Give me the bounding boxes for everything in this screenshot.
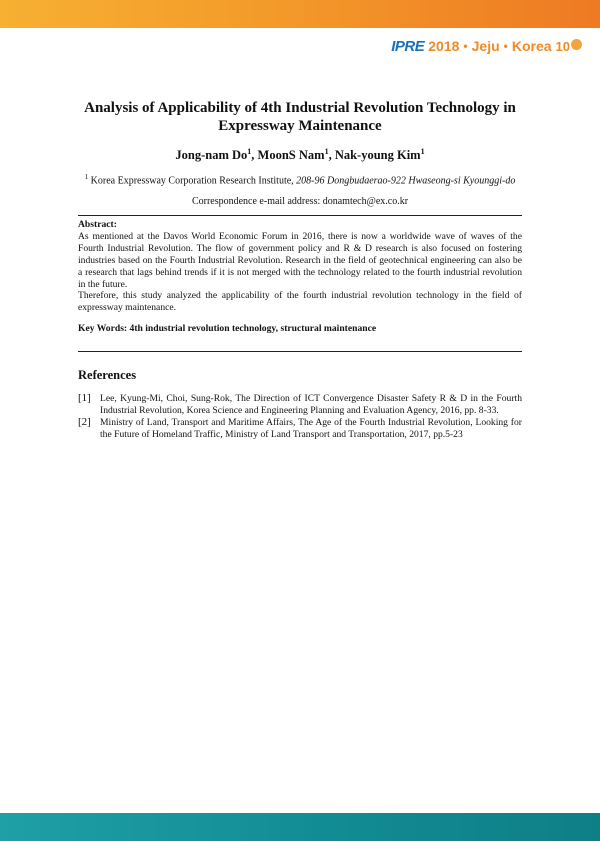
correspondence-email: Correspondence e-mail address: donamtech@ex.co.kr — [191, 196, 409, 207]
author-name: Jong-nam Do — [175, 148, 248, 163]
separator-dot: • — [463, 39, 468, 53]
abstract — [78, 219, 522, 314]
reference-item: [1] Lee, Kyung-Mi, Choi, Sung-Rok, The Direction of ICT Convergence Disaster Safety R & D in the Fourth Industrial Revolution, Korea Science and Engineering Planning and Evaluation Agency, 2016, pp. 8-33. — [78, 392, 522, 416]
affiliation: $^1$ Korea Expressway Corporation Research Institute, 208-96 Dongbudaerao-922 Hwaseong-si Kyounggi-do — [84, 173, 516, 187]
abstract-paragraph: Therefore, this study analyzed the applicability of the fourth industrial revolution technology in the field of expressway maintenance. — [78, 290, 522, 314]
paper-title: Analysis of Applicability of 4th Industrial Revolution Technology in Expressway Maintenance — [84, 100, 516, 134]
footer-band — [0, 813, 600, 841]
author-list: Jong-nam Do$^1$, MoonS Nam$^1$, Nak-young Kim$^1$ — [175, 147, 425, 163]
author-name: MoonS Nam — [257, 148, 325, 163]
anniversary-badge: 10 — [556, 39, 582, 54]
header-band — [0, 0, 600, 28]
conference-city: Jeju — [471, 38, 500, 54]
keywords: Key Words: 4th industrial revolution technology, structural maintenance — [78, 323, 377, 334]
abstract-heading: Abstract: — [78, 219, 117, 230]
reference-list — [78, 393, 522, 441]
conference-mark: IPRE — [391, 37, 425, 55]
separator-dot: • — [503, 39, 508, 53]
conference-logo — [391, 36, 582, 56]
abstract-paragraph: As mentioned at the Davos World Economic Forum in 2016, there is now a worldwide wave of waves of the Fourth Industrial Revolution. The flow of government policy and R & D research is also focused on fostering industries based on the Fourth Industrial Revolution. Research in the field of geotechnical engineering can also be a research that lags behind trends if it is not merged with the technology related to the fourth industrial revolution in the future. — [78, 230, 522, 290]
conference-country: Korea — [511, 38, 552, 54]
divider-bottom — [78, 351, 522, 352]
divider-top — [78, 215, 522, 216]
references-heading: References — [78, 368, 137, 382]
badge-dot-icon — [571, 39, 582, 50]
conference-year: 2018 — [428, 38, 460, 54]
reference-item: [2] Ministry of Land, Transport and Maritime Affairs, The Age of the Fourth Industrial Revolution, Looking for the Future of Homeland Traffic, Ministry of Land Transport and Transportation, 2017, pp.5-23 — [78, 415, 522, 440]
author-name: Nak-young Kim — [334, 148, 421, 163]
